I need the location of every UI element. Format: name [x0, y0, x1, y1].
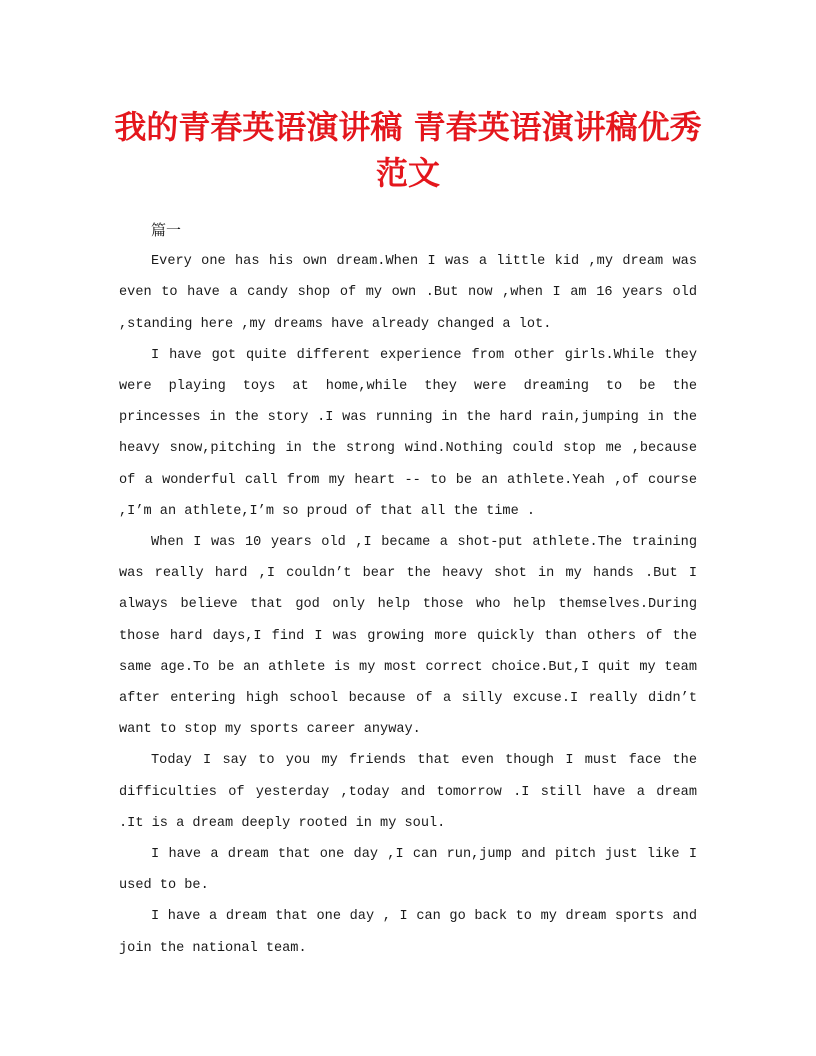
paragraph: Today I say to you my friends that even though I must face the difficulties of yesterday ,today and tomorrow .I still have a dream .It is a dream deeply rooted in my soul.	[119, 753, 697, 831]
paragraph: I have a dream that one day , I can go back to my dream sports and join the national team.	[119, 909, 697, 956]
document-title: 我的青春英语演讲稿 青春英语演讲稿优秀范文	[114, 108, 702, 192]
section-label: 篇一	[151, 221, 182, 239]
paragraph: I have a dream that one day ,I can run,jump and pitch just like I used to be.	[119, 847, 697, 894]
paragraph: Every one has his own dream.When I was a little kid ,my dream was even to have a candy shop of my own .But now ,when I am 16 years old ,standing here ,my dreams have already changed a lot.	[119, 254, 697, 332]
document-body	[119, 215, 697, 964]
paragraph: I have got quite different experience from other girls.While they were playing toys at home,while they were dreaming to be the princesses in the story .I was running in the hard rain,jumping in the heavy snow,pitching in the strong wind.Nothing could stop me ,because of a wonderful call from my heart -- to be an athlete.Yeah ,of course ,I’m an athlete,I’m so proud of that all the time .	[119, 347, 697, 519]
paragraph: When I was 10 years old ,I became a shot-put athlete.The training was really hard ,I couldn’t bear the heavy shot in my hands .But I always believe that god only help those who help themselves.During those hard days,I find I was growing more quickly than others of the same age.To be an athlete is my most correct choice.But,I quit my team after entering high school because of a silly excuse.I really didn’t want to stop my sports career anyway.	[119, 535, 697, 738]
